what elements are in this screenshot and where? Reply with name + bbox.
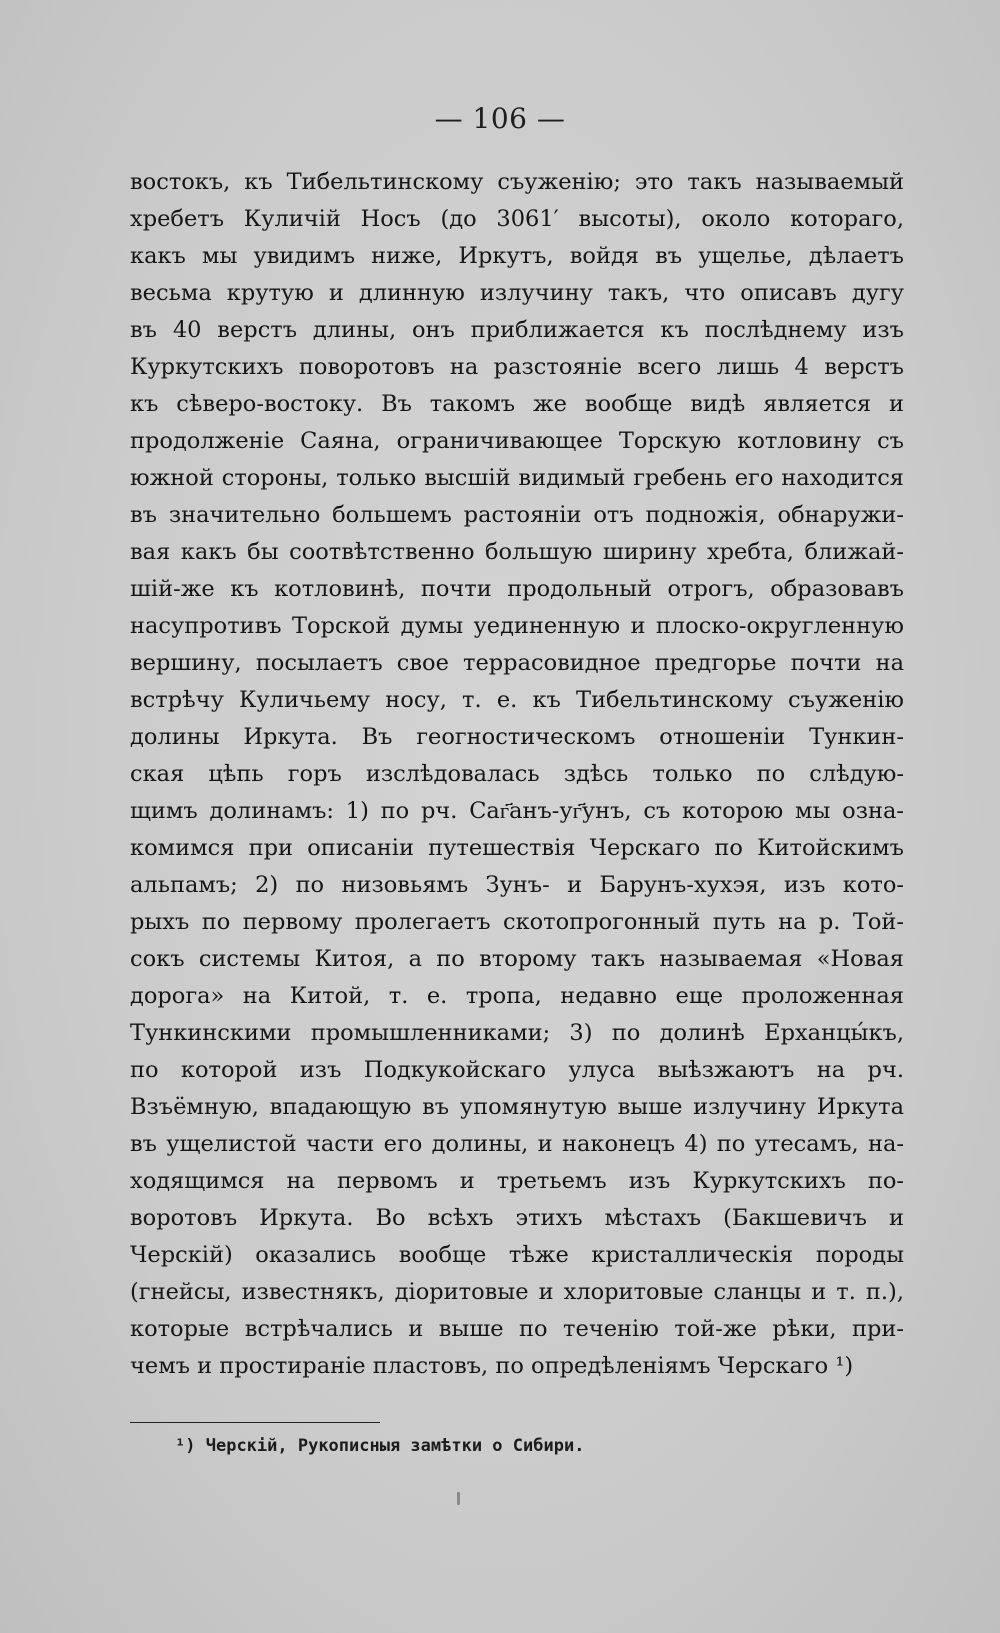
text-line: воротовъ Иркута. Во всѣхъ этихъ мѣстахъ (Бакшевичъ и — [130, 1205, 904, 1231]
text-line: южной стороны, только высшій видимый гребень его находится — [130, 465, 904, 491]
page-number: — 106 — — [434, 102, 566, 135]
text-line: которые встрѣчались и выше по теченію той-же рѣки, при- — [130, 1316, 904, 1342]
text-line: въ 40 верстъ длины, онъ приближается къ послѣднему изъ — [130, 317, 904, 343]
footnote-text: Черскій, Рукописныя замѣтки о Сибири. — [205, 1436, 585, 1456]
text-line: комимся при описаніи путешествія Черскаго по Китойскимъ — [130, 835, 904, 861]
text-line: насупротивъ Торской думы уединенную и плоско-округленную — [130, 613, 904, 639]
text-line: ходящимся на первомъ и третьемъ изъ Куркутскихъ по- — [130, 1168, 904, 1194]
text-line: продолженіе Саяна, ограничивающее Торскую котловину съ — [130, 428, 904, 454]
text-line: дорога» на Китой, т. е. тропа, недавно еще проложенная — [130, 983, 904, 1009]
text-line: альпамъ; 2) по низовьямъ Зунъ- и Барунъ-хухэя, изъ кото- — [130, 872, 904, 898]
text-line: чемъ и простираніе пластовъ, по опредѣленіямъ Черскаго ¹) — [130, 1353, 854, 1379]
text-line: Тункинскими промышленниками; 3) по долинѣ Ерханцы́къ, — [130, 1020, 904, 1046]
text-line: Куркутскихъ поворотовъ на разстояніе всего лишь 4 верстъ — [130, 354, 904, 380]
text-line: шій-же къ котловинѣ, почти продольный отрогъ, образовавъ — [130, 576, 904, 602]
ink-mark — [457, 1492, 460, 1505]
footnote-rule — [130, 1422, 380, 1423]
text-line: вая какъ бы соотвѣтственно большую ширину хребта, ближай- — [130, 539, 904, 565]
footnote — [175, 1436, 584, 1456]
text-line: рыхъ по первому пролегаетъ скотопрогонный путь на р. Той- — [130, 909, 904, 935]
footnote-marker: ¹) — [175, 1436, 196, 1456]
text-line: щимъ долинамъ: 1) по рч. Саг҃анъ-уг҃унъ, съ которою мы озна- — [130, 798, 904, 824]
body-text — [130, 164, 904, 1385]
text-line: встрѣчу Куличьему носу, т. е. къ Тибельтинскому съуженію — [130, 687, 904, 713]
text-line: востокъ, къ Тибельтинскому съуженію; это такъ называемый — [130, 169, 904, 195]
text-line: хребетъ Куличій Носъ (до 3061′ высоты), около котораго, — [130, 206, 904, 232]
text-line: въ ущелистой части его долины, и наконецъ 4) по утесамъ, на- — [130, 1131, 904, 1157]
text-line: какъ мы увидимъ ниже, Иркутъ, войдя въ ущелье, дѣлаетъ — [130, 243, 904, 269]
text-line: Взъёмную, впадающую въ упомянутую выше излучину Иркута — [130, 1094, 904, 1120]
text-line: ская цѣпь горъ изслѣдовалась здѣсь только по слѣдую- — [130, 761, 904, 787]
text-line: въ значительно большемъ растояніи отъ подножія, обнаружи- — [130, 502, 904, 528]
text-line: вершину, посылаетъ свое террасовидное предгорье почти на — [130, 650, 904, 676]
text-line: Черскій) оказались вообще тѣже кристаллическія породы — [130, 1242, 904, 1268]
text-line: сокъ системы Китоя, а по второму такъ называемая «Новая — [130, 946, 904, 972]
text-line: (гнейсы, известнякъ, діоритовые и хлоритовые сланцы и т. п.), — [130, 1279, 904, 1305]
text-line: весьма крутую и длинную излучину такъ, что описавъ дугу — [130, 280, 904, 306]
text-line: по которой изъ Подкукойскаго улуса выѣзжаютъ на рч. — [130, 1057, 904, 1083]
text-line: къ сѣверо-востоку. Въ такомъ же вообще видѣ является и — [130, 391, 904, 417]
text-line: долины Иркута. Въ геогностическомъ отношеніи Тункин- — [130, 724, 904, 750]
